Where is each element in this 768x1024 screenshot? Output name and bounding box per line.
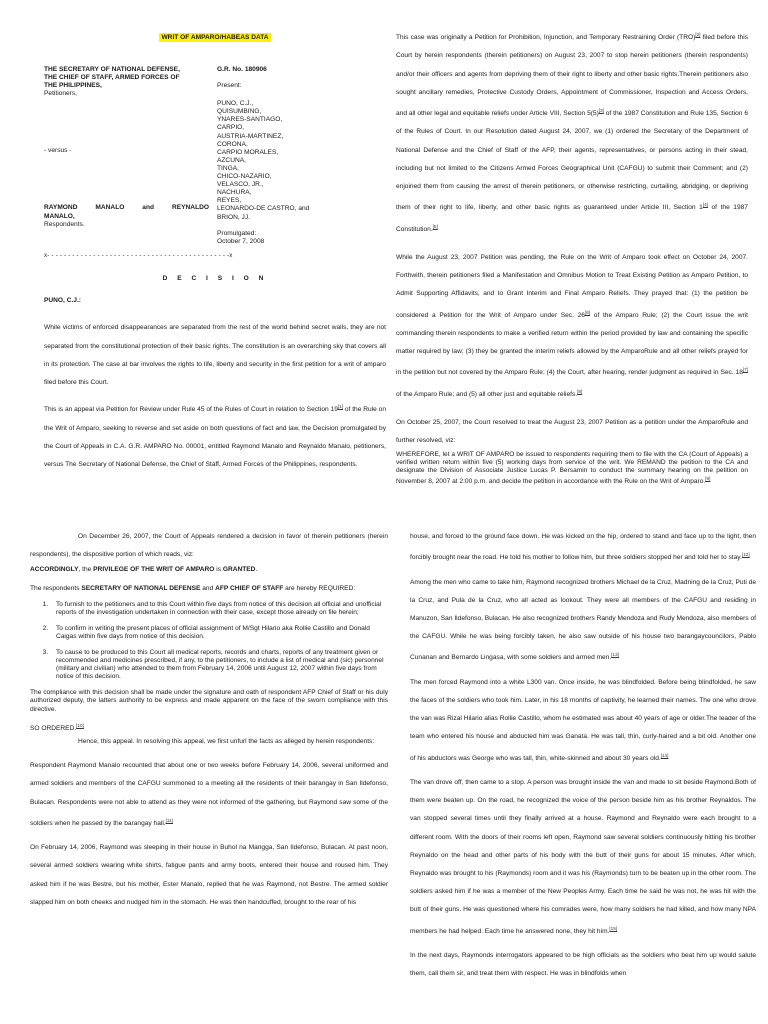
versus-label: - versus - [44,147,72,155]
justice-name: BRION, JJ. [217,213,250,221]
paragraph: The men forced Raymond into a white L300 van. Once inside, he was blindfolded. Before being blindfolded, he saw the faces of the soldiers who took him. Later, in his 18 months of captivity, he learned their names. The one who drove the van was Rizal Hilario alias Rollie Castillo, whom he estimated was about 40 years of age or older.The leader of the team who entered his house and abducted him was Ganata. He was tall, thin, curly-haired and a bit old. Another one of his abductors was George who was tall, thin, white-skinned and about 30 years old.[14] [410,678,756,762]
paragraph: This is an appeal via Petition for Review under Rule 45 of the Rules of Court in relation to Section 19[1] of the Rule on the Writ of Amparo, seeking to reverse and set aside on both questions of fact and law, the Decision promulgated by the Court of Appeals in C.A. G.R. AMPARO No. 00001, entitled Raymond Manalo and Reynaldo Manalo, petitioners, versus The Secretary of National Defense, the Chief of Staff, Armed Forces of the Philippines, respondents. [44,404,386,468]
justice-name: REYES, [217,197,242,205]
present-label: Present: [217,82,242,90]
accordingly-line: ACCORDINGLY, the PRIVILEGE OF THE WRIT OF AMPARO is GRANTED. [30,566,258,574]
paragraph: While the August 23, 2007 Petition was pending, the Rule on the Writ of Amparo took effect on October 24, 2007. Forthwith, therein petitioners filed a Manifestation and Omnibus Motion to Treat Existing Petition as Amparo Petition, to Admit Supporting Affidavits, and to Grant Interim and Final Amparo Reliefs. They prayed that: (1) the petition be considered a Petition for the Writ of Amparo under Sec. 26[6] of the Amparo Rule; (2) the Court issue the writ commanding therein respondents to make a verified return within the period provided by law and containing the specific matter required by law; (3) they be granted the interim reliefs allowed by the AmparoRule and all other reliefs prayed for in the petition but not covered by the Amparo Rule; (4) the Court, after hearing, render judgment as required in Sec. 18[7] of the Amparo Rule; and (5) all other just and equitable reliefs.[8] [396,253,748,398]
justice-name: LEONARDO-DE CASTRO, and [217,205,310,213]
paragraph: Respondent Raymond Manalo recounted that about one or two weeks before February 14, 2006, several uniformed and armed soldiers and members of the CAFGU summoned to a meeting all the residents of their barangay in San Ildefonso, Bulacan. Respondents were not able to attend as they were not informed of the gathering, but Raymond saw some of the soldiers when he passed by the barangay hall.[11] [30,762,388,827]
footnote-link[interactable]: [11] [165,817,173,823]
paragraph: In the next days, Raymonds interrogators appeared to be high officials as the soldiers who beat him up would salute them, call them sir, and treat them with respect. He was in blindfolds when [410,952,756,978]
petitioners-label: Petitioners, [44,90,77,98]
paragraph: While victims of enforced disappearances are separated from the rest of the world behind secret walls, they are not separated from the constitutional protection of their basic rights. The constitution is an overarching sky that covers all in its protection. The case at bar involves the rights to life, liberty and security in the first petition for a writ of amparo filed before this Court. [44,324,386,386]
compliance-text: The compliance with this decision shall be made under the signature and oath of respondent AFP Chief of Staff or his duly authorized deputy, the latters authority to be express and made apparent on the face of the sworn compliance with this directive. [30,689,388,713]
page1-left-column [44,0,386,508]
footnote-link[interactable]: [5] [432,223,438,229]
title-row [44,26,386,44]
justice-name: AUSTRIA-MARTINEZ, [217,132,284,140]
footnote-link[interactable]: [4] [702,202,708,208]
justice-name: PUNO, C.J., [217,100,254,108]
justice-name: NACHURA, [217,189,252,197]
paragraph: The van drove off, then came to a stop. A person was brought inside the van and made to sit beside Raymond.Both of them were beaten up. On the road, he recognized the voice of the person beside him as his brother Reynaldos. The van stopped several times until they finally arrived at a house. Raymond and Reynaldo were each brought to a different room. With the doors of their rooms left open, Raymond saw several soldiers continuously hitting his brother Reynaldo on the head and other parts of his body with the butt of their guns for about 15 minutes. After which, Reynaldo was brought to his (Raymonds) room and it was his (Raymonds) turn to be beaten up in the other room. The soldiers asked him if he was a member of the New Peoples Army. Each time he said he was not, he was hit with the butt of their guns. He was questioned where his comrades were, how many soldiers he had killed, and how many NPA members he had helped. Each time he answered none, they hit him.[15] [410,779,756,935]
ponente: PUNO, C.J.: [44,297,82,305]
footnote-link[interactable]: [6] [584,309,591,315]
so-ordered: SO ORDERED.[10] [30,722,84,732]
requirements-list [30,601,388,682]
list-item: 1. To furnish to the petitioners and to this Court within five days from notice of this decision all official and unofficial reports of the investigation undertaken in connection with their case, except those already on file herein; [50,601,388,617]
footnote-link[interactable]: [12] [741,552,750,558]
paragraph: Among the men who came to take him, Raymond recognized brothers Michael de la Cruz, Madning de la Cruz, Puti de la Cruz, and Pula de la Cruz, who all acted as lookout. They were all members of the CAFGU and residing in Manuzon, San Ildefonso, Bulacan. He also recognized brothers Randy Mendoza and Rudy Mendoza, also members of the CAFGU. While he was being forcibly taken, he also saw outside of his house two barangaycouncilors, Pablo Cunanan and Bernardo Lingasa, with some soldiers and armed men.[13] [410,578,756,662]
list-item: 3. To cause to be produced to this Court all medical reports, records and charts, reports of any treatment given or recommended and medicines prescribed, if any, to the petitioners, to include a list of medical and (sic) personnel (military and civilian) who attended to them from February 14, 2006 until August 12, 2007 within five days from notice of this decision. [50,649,388,681]
footnote-link[interactable]: [15] [609,925,618,931]
justice-name: CHICO-NAZARIO, [217,173,272,181]
petitioner-line: THE PHILIPPINES, [44,82,102,90]
promulgated-date: October 7, 2008 [217,237,265,245]
respondent-line: MANALO, [44,212,75,220]
gr-number: G.R. No. 180906 [217,66,267,73]
decision-heading: D E C I S I O N [162,275,268,283]
justice-name: YNARES-SANTIAGO, [217,116,283,124]
footnote-link[interactable]: [14] [660,752,669,758]
footnote-link[interactable]: [7] [742,367,748,373]
petitioner-line: THE CHIEF OF STAFF, ARMED FORCES OF [44,74,180,82]
block-quote: WHEREFORE, let a WRIT OF AMPARO be issued to respondents requiring them to file with the CA (Court of Appeals) a verified written return within five (5) working days from service of the writ. We REMAND the petition to the CA and designate the Division of Associate Justice Lucas P. Bersamin to conduct the summary hearing on the petition on November 8, 2007 at 2:00 p.m. and decide the petition in accordance with the Rule on the Writ of Amparo.[9] [396,450,748,486]
justice-name: VELASCO, JR., [217,181,264,189]
caption-court [217,66,377,246]
required-line: The respondents SECRETARY OF NATIONAL DEFENSE and AFP CHIEF OF STAFF are hereby REQUIRED: [30,584,356,592]
justice-name: QUISUMBING, [217,108,262,116]
petitioner-line: THE SECRETARY OF NATIONAL DEFENSE, [44,66,180,73]
paragraph: Hence, this appeal. In resolving this appeal, we first unfurl the facts as alleged by herein respondents: [78,737,375,745]
caption-parties [44,66,209,246]
footnote-link[interactable]: [2] [695,32,701,37]
paragraph: This case was originally a Petition for Prohibition, Injunction, and Temporary Restraining Order (TRO)[2] filed before this Court by herein respondents (therein petitioners) on August 23, 2007 to stop herein petitioners (therein respondents) and/or their officers and agents from depriving them of their right to liberty and other basic rights.Therein petitioners also sought ancillary remedies, Protective Custody Orders, Appointment of Commissioner, Inspection and Access Orders, and all other legal and equitable reliefs under Article VIII, Section 5(5)[3] of the 1987 Constitution and Rule 135, Section 6 of the Rules of Court. In our Resolution dated August 24, 2007, we (1) ordered the Secretary of the Department of National Defense and the Chief of Staff of the AFP, their agents, representatives, or persons acting in their stead, including but not limited to the Citizens Armed Forces Geographical Unit (CAFGU) to submit their Comment; and (2) enjoined them from causing the arrest of therein petitioners, or otherwise restricting, curtailing, abridging, or depriving them of their right to life, liberty, and other basic rights as guaranteed under Article III, Section 1[4] of the 1987 Constitution.[5] [396,32,748,233]
case-title: WRIT OF AMPARO/HABEAS DATA [161,34,269,41]
justice-name: CARPIO MORALES, [217,148,279,156]
promulgated-label: Promulgated: [217,229,257,237]
case-caption [44,66,386,246]
footnote-link[interactable]: [9] [705,475,711,481]
respondents-label: Respondents. [44,220,85,228]
footnote-link[interactable]: [3] [598,108,604,113]
caption-divider: x- - - - - - - - - - - - - - - - - - - - - - - - - - - - - - - - - - - - - - - - - - - -x [44,251,233,259]
paragraph: On December 26, 2007, the Court of Appeals rendered a decision in favor of therein petitioners (herein respondents), the dispositive portion of which reads, viz: [30,533,388,559]
justice-name: CARPIO, [217,124,245,132]
footnote-link[interactable]: [1] [337,404,343,410]
footnote-link[interactable]: [10] [76,722,84,728]
justice-name: CORONA, [217,140,248,148]
list-item: 2. To confirm in writing the present places of official assignment of M/Sgt Hilario aka Rollie Castillo and Donald Caigas within five days from notice of this decision. [50,625,388,641]
justice-name: TINGA, [217,164,239,172]
respondent-line: RAYMOND MANALO and REYNALDO [44,204,209,212]
justices-list [217,100,377,221]
paragraph: On February 14, 2006, Raymond was sleeping in their house in Buhol na Mangga, San Ildefonso, Bulacan. At past noon, several armed soldiers wearing white shirts, fatigue pants and army boots, entered their house and roused him. They asked him if he was Bestre, but his mother, Ester Manalo, replied that he was Raymond, not Bestre. The armed soldier slapped him on both cheeks and nudged him in the stomach. He was then handcuffed, brought to the rear of his [30,844,388,906]
footnote-link[interactable]: [8] [577,388,583,394]
justice-name: AZCUNA, [217,156,246,164]
page1-right-column [396,0,748,508]
paragraph: On October 25, 2007, the Court resolved to treat the August 23, 2007 Petition as a petition under the AmparoRule and further resolved, viz: [396,419,748,445]
page2-right-column [410,522,756,1024]
footnote-link[interactable]: [13] [611,652,619,658]
paragraph: house, and forced to the ground face down. He was kicked on the hip, ordered to stand and face up to the light, then forcibly brought near the road. He told his mother to follow him, but three soldiers stopped her and told her to stay.[12] [410,533,756,562]
page2-left-column [30,522,388,1024]
